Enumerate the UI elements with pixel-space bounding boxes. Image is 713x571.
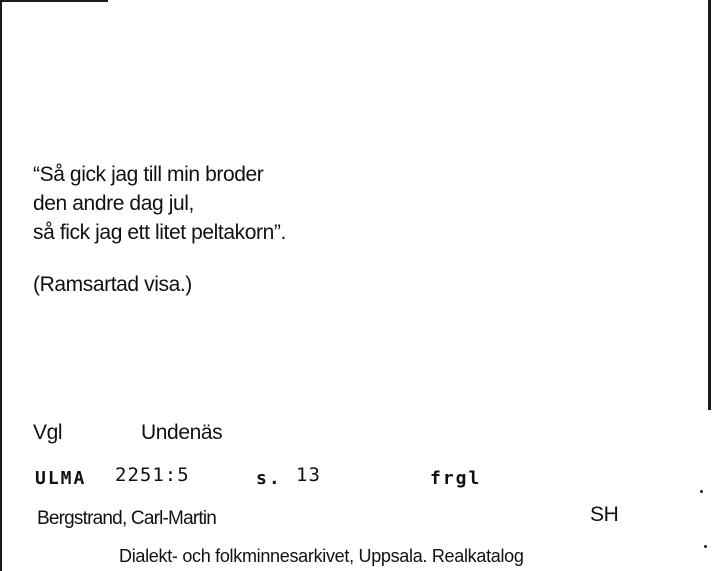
page-label: s.: [256, 468, 282, 489]
verse-line: “Så gick jag till min broder: [33, 163, 264, 186]
genre-note: (Ramsartad visa.): [33, 273, 192, 296]
record-number: 2251:5: [115, 464, 190, 486]
verse-line: så fick jag ett litet peltakorn”.: [33, 221, 286, 244]
parish-name: Undenäs: [141, 421, 223, 444]
collector-name: Bergstrand, Carl-Martin: [37, 508, 217, 529]
card-top-edge: [0, 0, 108, 2]
page-number: 13: [296, 464, 321, 486]
province-code: Vgl: [33, 421, 63, 444]
archive-footer: Dialekt- och folkminnesarkivet, Uppsala. Realkatalog: [119, 546, 524, 566]
card-left-edge: [0, 0, 2, 571]
category-code: frgl: [430, 468, 482, 489]
archive-code: ULMA: [35, 468, 87, 489]
scan-speck: [704, 545, 707, 548]
card-right-edge: [708, 0, 711, 410]
verse-line: den andre dag jul,: [33, 192, 194, 215]
scan-speck: [700, 490, 703, 493]
cataloguer-initials: SH: [590, 503, 619, 526]
verse-text: [33, 160, 286, 247]
